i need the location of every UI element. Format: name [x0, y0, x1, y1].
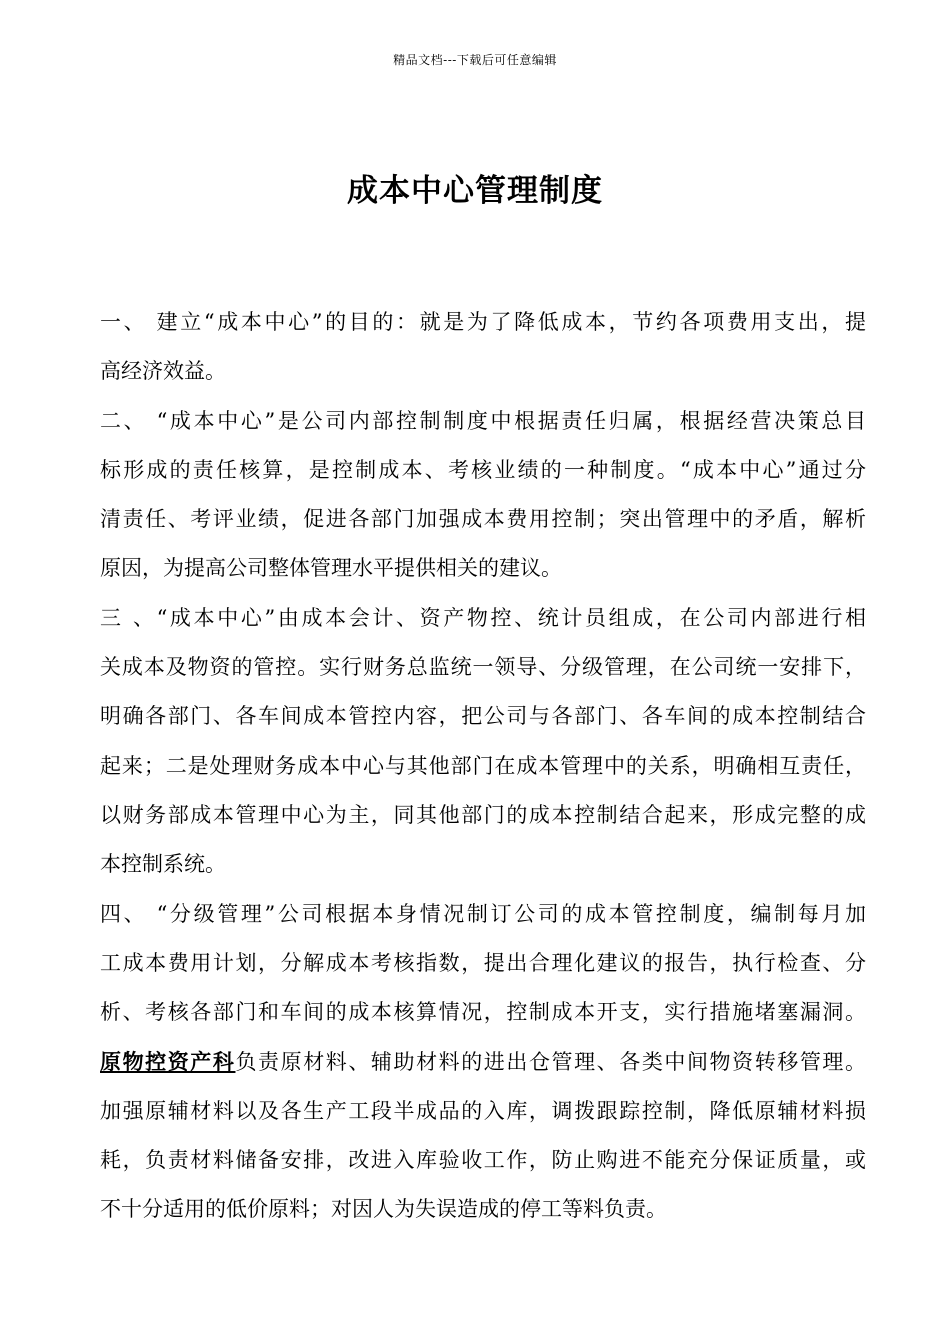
underlined-term: 原物控资产科 — [100, 1049, 236, 1075]
document-title: 成本中心管理制度 — [347, 173, 603, 209]
paragraph-line: 以财务部成本管理中心为主，同其他部门的成本控制结合起来，形成完整的成 — [100, 802, 866, 827]
term-line — [100, 1037, 866, 1086]
paragraph-line: 本控制系统。 — [100, 852, 226, 877]
header-note: 精品文档---下载后可任意编辑 — [393, 53, 557, 67]
paragraph-line: 三 、“成本中心”由成本会计、资产物控、统计员组成，在公司内部进行相 — [100, 605, 866, 630]
document-body — [100, 298, 866, 1235]
paragraph-line: 不十分适用的低价原料；对因人为失误造成的停工等料负责。 — [100, 1197, 667, 1222]
paragraph-line: 耗，负责材料储备安排，改进入库验收工作，防止购进不能充分保证质量，或 — [100, 1148, 866, 1173]
paragraph-line: 工成本费用计划，分解成本考核指数，提出合理化建议的报告，执行检查、分 — [100, 950, 866, 975]
term-description: 负责原材料、辅助材料的进出仓管理、各类中间物资转移管理。 — [235, 1050, 867, 1075]
paragraph-line: 加强原辅材料以及各生产工段半成品的入库，调拨跟踪控制，降低原辅材料损 — [100, 1098, 866, 1123]
paragraph-line: 高经济效益。 — [100, 359, 226, 384]
paragraph-line: 四、 “分级管理”公司根据本身情况制订公司的成本管控制度，编制每月加 — [100, 901, 866, 926]
paragraph-line: 析、考核各部门和车间的成本核算情况，控制成本开支，实行措施堵塞漏洞。 — [100, 1000, 866, 1025]
paragraph-line: 起来；二是处理财务成本中心与其他部门在成本管理中的关系，明确相互责任， — [100, 753, 866, 778]
paragraph-line: 标形成的责任核算，是控制成本、考核业绩的一种制度。“成本中心”通过分 — [100, 457, 866, 482]
paragraph-line: 关成本及物资的管控。实行财务总监统一领导、分级管理，在公司统一安排下， — [100, 655, 866, 680]
paragraph-line: 清责任、考评业绩，促进各部门加强成本费用控制；突出管理中的矛盾，解析 — [100, 507, 866, 532]
paragraph-line: 明确各部门、各车间成本管控内容，把公司与各部门、各车间的成本控制结合 — [100, 704, 866, 729]
paragraph-line: 一、 建立“成本中心”的目的：就是为了降低成本，节约各项费用支出，提 — [100, 310, 866, 334]
paragraph-line: 原因，为提高公司整体管理水平提供相关的建议。 — [100, 556, 562, 581]
paragraph-line: 二、 “成本中心”是公司内部控制制度中根据责任归属，根据经营决策总目 — [100, 408, 866, 433]
